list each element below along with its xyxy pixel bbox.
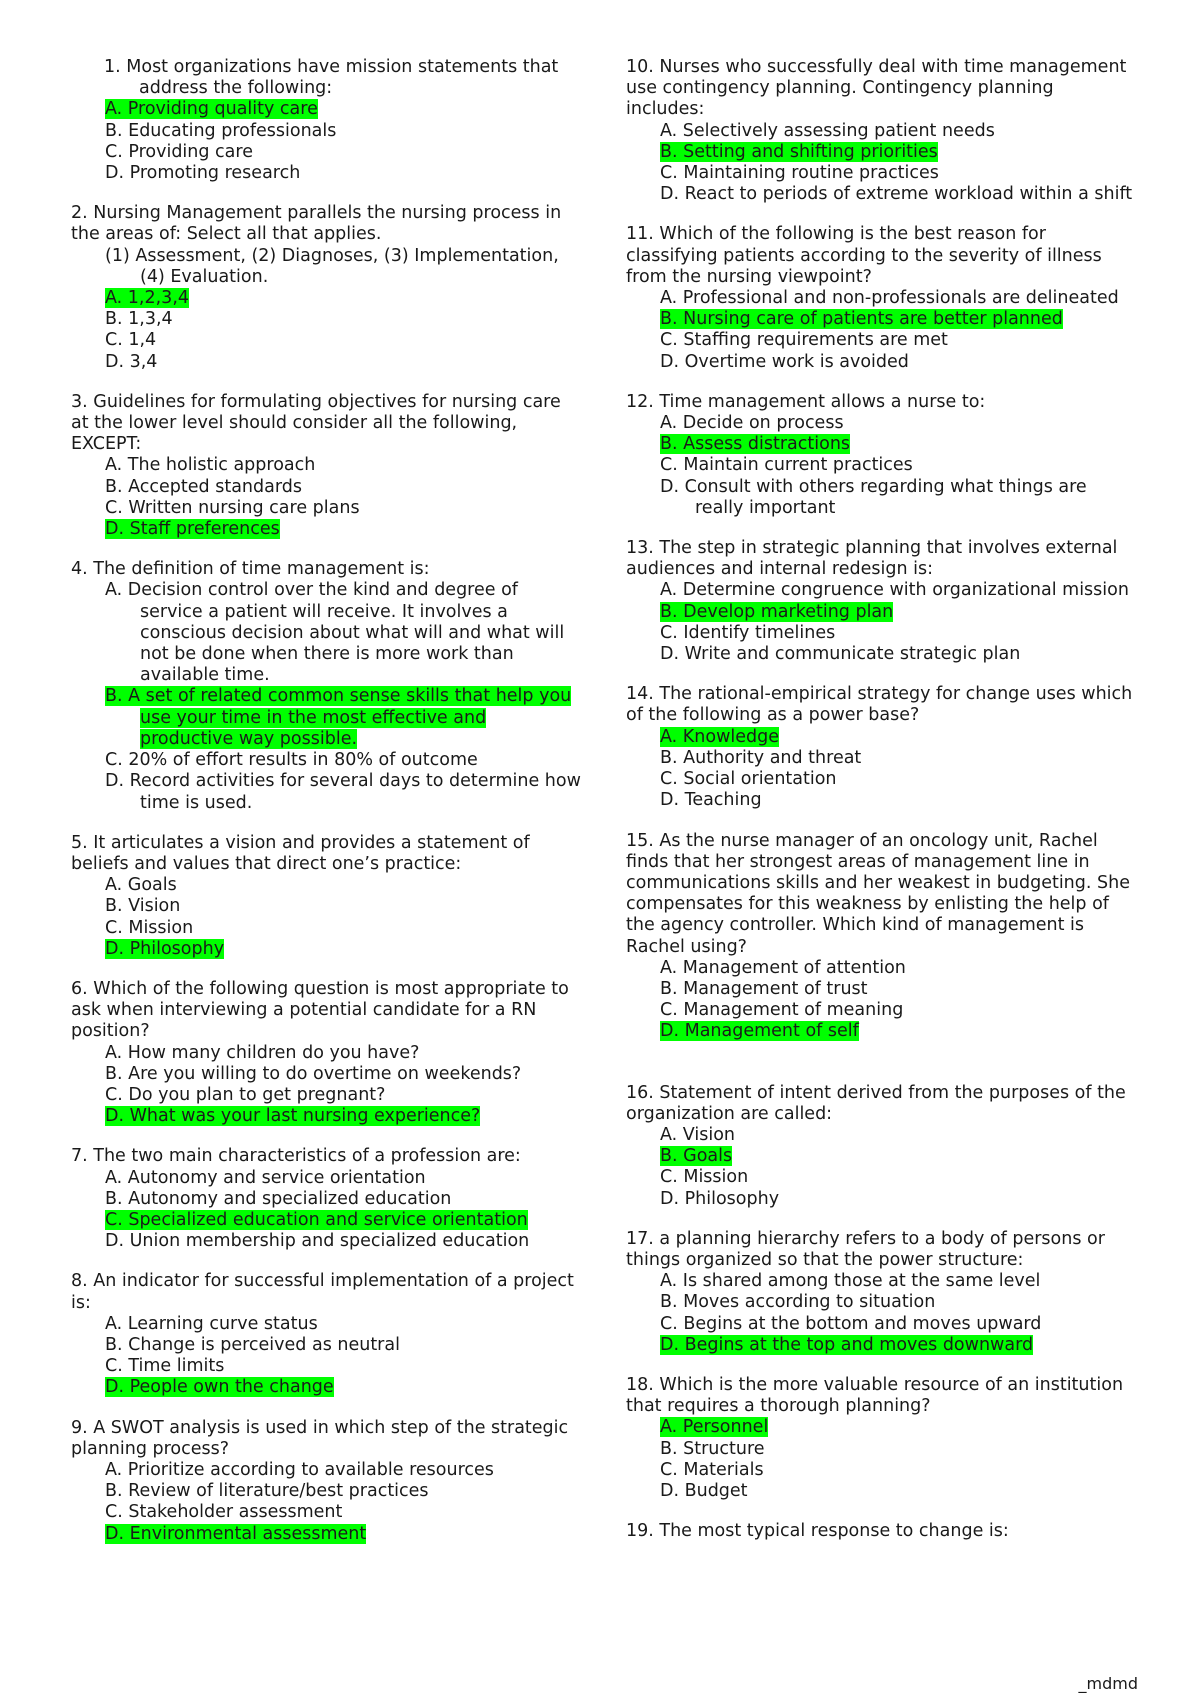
answer-option [71, 455, 581, 476]
answer-option [626, 1439, 1136, 1460]
answer-option [626, 769, 1136, 790]
answer-option-text: A. Goals [105, 875, 177, 896]
answer-option-text: B. Vision [105, 896, 181, 917]
question-stem: 6. Which of the following question is most appropriate to ask when interviewing a potential candidate for a RN position? [71, 978, 569, 1042]
correct-answer-highlight: B. Develop marketing plan [660, 601, 894, 622]
answer-option-text: C. Management of meaning [660, 1000, 904, 1021]
answer-option-text: C. Time limits [105, 1356, 225, 1377]
answer-option [71, 1481, 581, 1502]
answer-option-text: D. Overtime work is avoided [660, 351, 909, 372]
answer-option-text: D. Philosophy [660, 1188, 780, 1209]
answer-option-text: C. Do you plan to get pregnant? [105, 1084, 386, 1105]
answer-option [626, 580, 1136, 601]
answer-option-text: C. Mission [105, 917, 194, 938]
answer-option-text: C. 1,4 [105, 330, 157, 351]
question-stem: 4. The definition of time management is: [71, 559, 430, 580]
answer-option-text: C. Materials [660, 1459, 764, 1480]
answer-option-text: D. Write and communicate strategic plan [660, 644, 1021, 665]
answer-option-text: A. Autonomy and service orientation [105, 1167, 426, 1188]
question-7 [71, 1146, 581, 1252]
question-10 [626, 57, 1136, 205]
question-stem: 12. Time management allows a nurse to: [626, 391, 986, 412]
question-18 [626, 1375, 1136, 1502]
answer-option [626, 727, 1136, 748]
answer-option [626, 644, 1136, 665]
answer-option-text: D. Budget [660, 1480, 748, 1501]
answer-option [626, 309, 1136, 330]
answer-option-text: A. Prioritize according to available resources [105, 1459, 494, 1480]
answer-option [71, 121, 581, 142]
answer-options [71, 875, 581, 960]
correct-answer-highlight: D. Staff preferences [105, 519, 280, 540]
answer-option-text: B. Autonomy and specialized education [105, 1188, 452, 1209]
correct-answer-highlight: A. Knowledge [660, 726, 779, 747]
answer-option [71, 771, 581, 813]
answer-option [626, 1021, 1136, 1042]
question-17 [626, 1229, 1136, 1356]
answer-option [71, 477, 581, 498]
answer-option-text: D. Teaching [660, 790, 762, 811]
answer-option-text: A. Is shared among those at the same level [660, 1271, 1041, 1292]
answer-options [71, 455, 581, 540]
answer-option [626, 1417, 1136, 1438]
answer-option [71, 1168, 581, 1189]
question-15 [626, 831, 1136, 1043]
answer-option [626, 1292, 1136, 1313]
answer-option [71, 1064, 581, 1085]
answer-option [71, 163, 581, 184]
answer-option [71, 1210, 581, 1231]
answer-option [626, 352, 1136, 373]
answer-option [626, 748, 1136, 769]
question-6 [71, 979, 581, 1127]
answer-option-text: A. Selectively assessing patient needs [660, 120, 995, 141]
answer-option [71, 1502, 581, 1523]
answer-option-text: C. Providing care [105, 141, 253, 162]
question-stem: 2. Nursing Management parallels the nursing process in the areas of: Select all that applies. [71, 203, 562, 245]
answer-option-text: C. Social orientation [660, 769, 837, 790]
answer-option [626, 1146, 1136, 1167]
answer-option [71, 918, 581, 939]
answer-option-text: B. Moves according to situation [660, 1292, 936, 1313]
answer-options [71, 1314, 581, 1399]
answer-option-text: B. 1,3,4 [105, 309, 173, 330]
answer-option [71, 1314, 581, 1335]
answer-options [71, 1043, 581, 1128]
answer-options [71, 99, 581, 184]
question-16 [626, 1083, 1136, 1210]
answer-option [71, 1335, 581, 1356]
answer-option-text: B. Structure [660, 1438, 765, 1459]
answer-option [71, 1524, 581, 1545]
answer-option [71, 1189, 581, 1210]
answer-options [71, 288, 581, 373]
answer-option [626, 477, 1136, 519]
answer-option [71, 309, 581, 330]
answer-options [71, 1460, 581, 1545]
question-19 [626, 1521, 1136, 1542]
answer-options [626, 413, 1136, 519]
answer-option [626, 1481, 1136, 1502]
question-stem: 7. The two main characteristics of a profession are: [71, 1146, 521, 1167]
answer-option [71, 1106, 581, 1127]
question-12 [626, 392, 1136, 519]
correct-answer-highlight: B. Nursing care of patients are better planned [660, 309, 1063, 330]
answer-options [626, 121, 1136, 206]
answer-option [626, 1314, 1136, 1335]
correct-answer-highlight: B. A set of related common sense skills that help you use your time in the most effective and productive way possible. [105, 686, 572, 749]
correct-answer-highlight: D. Environmental assessment [105, 1523, 367, 1544]
question-stem: 8. An indicator for successful implementation of a project is: [71, 1271, 574, 1313]
answer-option [71, 580, 581, 686]
answer-option [626, 979, 1136, 1000]
answer-option [626, 330, 1136, 351]
question-stem: 19. The most typical response to change is: [626, 1521, 1009, 1542]
answer-option-text: C. 20% of effort results in 80% of outcome [105, 750, 478, 771]
answer-option-text: D. 3,4 [105, 351, 158, 372]
answer-option-text: B. Are you willing to do overtime on weekends? [105, 1063, 522, 1084]
answer-option [626, 1335, 1136, 1356]
answer-options [626, 288, 1136, 373]
correct-answer-highlight: D. Management of self [660, 1021, 859, 1042]
question-stem: 17. a planning hierarchy refers to a body of persons or things organized so that the power structure: [626, 1228, 1105, 1270]
answer-options [71, 580, 581, 813]
answer-option [626, 790, 1136, 811]
answer-option-text: D. Consult with others regarding what things are really important [660, 476, 1087, 518]
answer-option [626, 434, 1136, 455]
question-3 [71, 392, 581, 540]
question-sub-items: (1) Assessment, (2) Diagnoses, (3) Implementation, (4) Evaluation. [105, 245, 559, 287]
question-2 [71, 203, 581, 373]
answer-option [71, 1085, 581, 1106]
answer-options [626, 958, 1136, 1043]
answer-option [71, 330, 581, 351]
left-column [71, 57, 581, 1545]
answer-option [71, 686, 581, 750]
question-stem: 18. Which is the more valuable resource of an institution that requires a thorough planning? [626, 1374, 1124, 1417]
answer-option [71, 519, 581, 540]
answer-options [71, 1168, 581, 1253]
footer-signature: _mdmd [1078, 1673, 1138, 1693]
answer-option-text: A. Management of attention [660, 957, 906, 978]
answer-option-text: A. Professional and non-professionals are delineated [660, 288, 1119, 309]
correct-answer-highlight: D. People own the change [105, 1377, 334, 1398]
question-stem: 5. It articulates a vision and provides a statement of beliefs and values that direct one’s practice: [71, 832, 530, 874]
correct-answer-highlight: D. Philosophy [105, 938, 225, 959]
answer-options [626, 727, 1136, 812]
answer-option-text: C. Staffing requirements are met [660, 330, 948, 351]
answer-options [626, 1271, 1136, 1356]
answer-option-text: A. How many children do you have? [105, 1042, 420, 1063]
answer-option [71, 1356, 581, 1377]
answer-option-text: D. Record activities for several days to determine how time is used. [105, 771, 581, 813]
answer-option-text: D. Union membership and specialized education [105, 1231, 530, 1252]
correct-answer-highlight: A. 1,2,3,4 [105, 288, 190, 309]
answer-option-text: C. Begins at the bottom and moves upward [660, 1313, 1042, 1334]
question-9 [71, 1418, 581, 1545]
answer-option-text: A. Decision control over the kind and degree of service a patient will receive. It involves a conscious decision about what will and what will not be done when there is more work than available time. [105, 580, 565, 686]
question-stem: 13. The step in strategic planning that involves external audiences and internal redesign is: [626, 538, 1118, 580]
answer-option-text: B. Educating professionals [105, 120, 337, 141]
answer-options [626, 1417, 1136, 1502]
correct-answer-highlight: D. Begins at the top and moves downward [660, 1334, 1034, 1355]
question-stem: 9. A SWOT analysis is used in which step of the strategic planning process? [71, 1417, 569, 1459]
answer-option-text: C. Mission [660, 1167, 749, 1188]
question-stem: 15. As the nurse manager of an oncology unit, Rachel finds that her strongest areas of management line in communications skills and her weakest in budgeting. She compensates for this weakness by enlisting the help of the agency controller. Which kind of management is Rachel using? [626, 830, 1130, 957]
answer-option [626, 1460, 1136, 1481]
answer-option [71, 1460, 581, 1481]
answer-option-text: C. Maintaining routine practices [660, 163, 939, 184]
answer-option [71, 896, 581, 917]
question-stem: 10. Nurses who successfully deal with time management use contingency planning. Contingency planning includes: [626, 57, 1127, 120]
answer-option [71, 142, 581, 163]
answer-option [71, 939, 581, 960]
question-5 [71, 833, 581, 960]
question-13 [626, 538, 1136, 665]
question-1 [71, 57, 581, 184]
answer-option [626, 163, 1136, 184]
answer-option-text: B. Change is perceived as neutral [105, 1334, 400, 1355]
answer-option-text: D. Promoting research [105, 163, 301, 184]
answer-option-text: A. Determine congruence with organizational mission [660, 580, 1129, 601]
answer-option [626, 121, 1136, 142]
correct-answer-highlight: B. Goals [660, 1146, 733, 1167]
question-8 [71, 1271, 581, 1398]
correct-answer-highlight: C. Specialized education and service orientation [105, 1209, 528, 1230]
answer-option-text: C. Identify timelines [660, 622, 836, 643]
answer-option [626, 958, 1136, 979]
answer-options [626, 1125, 1136, 1210]
correct-answer-highlight: B. Assess distractions [660, 434, 851, 455]
answer-option [71, 498, 581, 519]
correct-answer-highlight: D. What was your last nursing experience? [105, 1106, 481, 1127]
answer-option [626, 602, 1136, 623]
answer-option-text: B. Review of literature/best practices [105, 1481, 429, 1502]
answer-option [71, 875, 581, 896]
right-column [626, 57, 1136, 1542]
answer-option [71, 1043, 581, 1064]
answer-option-text: A. Learning curve status [105, 1313, 318, 1334]
answer-option [71, 288, 581, 309]
correct-answer-highlight: A. Providing quality care [105, 99, 318, 120]
answer-option-text: A. Decide on process [660, 413, 844, 434]
answer-option [626, 1167, 1136, 1188]
answer-option [626, 1125, 1136, 1146]
answer-option-text: B. Accepted standards [105, 476, 302, 497]
answer-option [626, 1189, 1136, 1210]
question-4 [71, 559, 581, 813]
question-stem: 14. The rational-empirical strategy for change uses which of the following as a power base? [626, 684, 1133, 726]
answer-option [626, 288, 1136, 309]
answer-option [71, 1377, 581, 1398]
answer-option-text: A. Vision [660, 1124, 736, 1145]
answer-option-text: A. The holistic approach [105, 455, 316, 476]
answer-option [626, 1271, 1136, 1292]
question-stem: 1. Most organizations have mission statements that address the following: [104, 57, 559, 99]
answer-option [71, 352, 581, 373]
answer-option-text: B. Management of trust [660, 978, 868, 999]
correct-answer-highlight: A. Personnel [660, 1417, 769, 1438]
answer-option [626, 623, 1136, 644]
question-11 [626, 224, 1136, 372]
answer-option [626, 455, 1136, 476]
question-stem: 16. Statement of intent derived from the purposes of the organization are called: [626, 1082, 1126, 1124]
answer-option-text: D. React to periods of extreme workload within a shift [660, 184, 1133, 205]
question-14 [626, 684, 1136, 811]
answer-option-text: C. Maintain current practices [660, 455, 913, 476]
question-stem: 3. Guidelines for formulating objectives for nursing care at the lower level should consider all the following, EXCEPT: [71, 391, 561, 455]
answer-option-text: C. Stakeholder assessment [105, 1502, 343, 1523]
correct-answer-highlight: B. Setting and shifting priorities [660, 141, 938, 162]
answer-options [626, 580, 1136, 665]
answer-option [626, 413, 1136, 434]
question-stem: 11. Which of the following is the best reason for classifying patients according to the severity of illness from the nursing viewpoint? [626, 224, 1102, 287]
answer-option [626, 184, 1136, 205]
answer-option [71, 99, 581, 120]
answer-option [626, 142, 1136, 163]
answer-option-text: C. Written nursing care plans [105, 497, 360, 518]
answer-option [71, 750, 581, 771]
answer-option [71, 1231, 581, 1252]
answer-option-text: B. Authority and threat [660, 747, 862, 768]
answer-option [626, 1000, 1136, 1021]
